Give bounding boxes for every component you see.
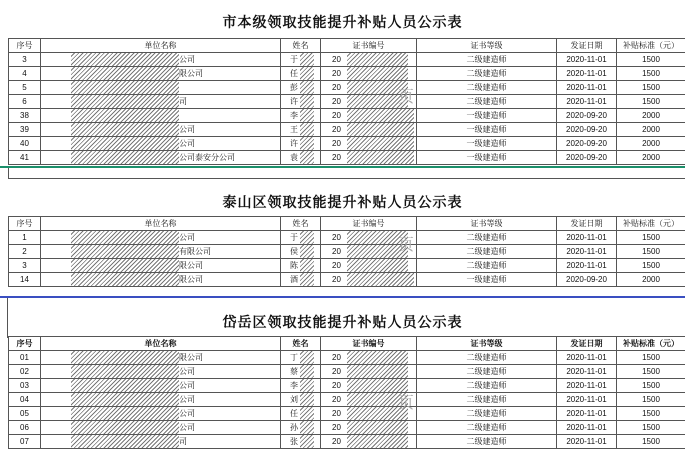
cell-amount: 1500 bbox=[617, 407, 685, 421]
unit-text: 公司 bbox=[179, 123, 195, 136]
cell-amount: 1500 bbox=[617, 95, 685, 109]
cell-unit bbox=[41, 95, 281, 109]
cell-unit bbox=[41, 379, 281, 393]
cert-text: 20 bbox=[331, 245, 342, 258]
cell-amount: 1500 bbox=[617, 231, 685, 245]
cell-name bbox=[281, 435, 321, 449]
cert-text: 20 bbox=[331, 95, 342, 108]
cell-name bbox=[281, 151, 321, 165]
cell-name bbox=[281, 81, 321, 95]
unit-text: 限公司 bbox=[179, 273, 203, 286]
section-3-table bbox=[8, 336, 685, 449]
col-header-no: 序号 bbox=[9, 217, 41, 231]
name-text: 酒 bbox=[290, 273, 298, 286]
cell-name bbox=[281, 109, 321, 123]
cell-amount: 1500 bbox=[617, 365, 685, 379]
cell-level: 二级建造师 bbox=[417, 365, 557, 379]
cell-no: 5 bbox=[9, 81, 41, 95]
cell-unit bbox=[41, 259, 281, 273]
unit-text: 司 bbox=[179, 95, 187, 108]
section-1-body bbox=[9, 53, 685, 165]
watermark-page-1: 页 bbox=[398, 84, 414, 107]
cert-text: 20 bbox=[331, 393, 342, 406]
cell-date: 2020-11-01 bbox=[557, 259, 617, 273]
cell-level: 二级建造师 bbox=[417, 407, 557, 421]
section-3-body bbox=[9, 351, 685, 449]
cell-unit bbox=[41, 151, 281, 165]
table-row bbox=[9, 259, 685, 273]
redaction-mask bbox=[300, 351, 314, 364]
redaction-mask bbox=[300, 231, 314, 244]
cell-cert bbox=[321, 365, 417, 379]
cell-name bbox=[281, 379, 321, 393]
cell-date: 2020-11-01 bbox=[557, 231, 617, 245]
table-row bbox=[9, 109, 685, 123]
cell-cert bbox=[321, 123, 417, 137]
redaction-mask bbox=[300, 259, 314, 272]
redaction-mask bbox=[300, 365, 314, 378]
redaction-mask bbox=[71, 273, 179, 286]
section-3-title: 岱岳区领取技能提升补贴人员公示表 bbox=[0, 312, 685, 332]
cell-date: 2020-09-20 bbox=[557, 273, 617, 287]
table-row bbox=[9, 53, 685, 67]
table-row bbox=[9, 231, 685, 245]
table-row bbox=[9, 273, 685, 287]
unit-text: 公司 bbox=[179, 407, 195, 420]
redaction-mask bbox=[300, 81, 314, 94]
cell-amount: 1500 bbox=[617, 351, 685, 365]
cell-name bbox=[281, 365, 321, 379]
watermark-page-3: 页 bbox=[398, 390, 414, 413]
cell-name bbox=[281, 259, 321, 273]
col-header-unit: 单位名称 bbox=[41, 39, 281, 53]
redaction-mask bbox=[71, 53, 179, 66]
cell-date: 2020-11-01 bbox=[557, 53, 617, 67]
cell-name bbox=[281, 273, 321, 287]
col-header-level: 证书等级 bbox=[417, 337, 557, 351]
cell-date: 2020-11-01 bbox=[557, 421, 617, 435]
cell-name bbox=[281, 123, 321, 137]
unit-text: 公司 bbox=[179, 137, 195, 150]
name-text: 丁 bbox=[290, 351, 298, 364]
cell-name bbox=[281, 421, 321, 435]
cell-amount: 1500 bbox=[617, 53, 685, 67]
cell-no: 3 bbox=[9, 53, 41, 67]
unit-text: 公司 bbox=[179, 421, 195, 434]
cell-name bbox=[281, 407, 321, 421]
cell-unit bbox=[41, 393, 281, 407]
name-text: 任 bbox=[290, 407, 298, 420]
unit-text: 公司 bbox=[179, 53, 195, 66]
cell-amount: 1500 bbox=[617, 379, 685, 393]
cell-level: 二级建造师 bbox=[417, 231, 557, 245]
cell-level: 一级建造师 bbox=[417, 109, 557, 123]
cell-level: 一级建造师 bbox=[417, 151, 557, 165]
redaction-mask bbox=[71, 365, 179, 378]
cell-amount: 1500 bbox=[617, 435, 685, 449]
cell-date: 2020-11-01 bbox=[557, 81, 617, 95]
cell-no: 07 bbox=[9, 435, 41, 449]
unit-text: 限公司 bbox=[179, 259, 203, 272]
cell-date: 2020-11-01 bbox=[557, 407, 617, 421]
cell-amount: 2000 bbox=[617, 273, 685, 287]
col-header-date: 发证日期 bbox=[557, 39, 617, 53]
cell-unit bbox=[41, 273, 281, 287]
col-header-date: 发证日期 bbox=[557, 337, 617, 351]
unit-text: 限公司 bbox=[179, 67, 203, 80]
section-2-table bbox=[8, 216, 685, 287]
redaction-mask bbox=[347, 53, 408, 66]
redaction-mask bbox=[347, 435, 408, 448]
cert-text: 20 bbox=[331, 259, 342, 272]
unit-text: 限公司 bbox=[179, 351, 203, 364]
cell-date: 2020-11-01 bbox=[557, 379, 617, 393]
name-text: 于 bbox=[290, 231, 298, 244]
cell-cert bbox=[321, 151, 417, 165]
section-1-title: 市本级领取技能提升补贴人员公示表 bbox=[0, 12, 685, 32]
unit-text: 公司 bbox=[179, 393, 195, 406]
redaction-mask bbox=[347, 351, 408, 364]
cell-cert bbox=[321, 273, 417, 287]
cell-no: 4 bbox=[9, 67, 41, 81]
cell-cert bbox=[321, 53, 417, 67]
col-header-no: 序号 bbox=[9, 337, 41, 351]
cell-level: 一级建造师 bbox=[417, 137, 557, 151]
cell-level: 二级建造师 bbox=[417, 245, 557, 259]
cell-amount: 1500 bbox=[617, 81, 685, 95]
table-row bbox=[9, 123, 685, 137]
name-text: 陈 bbox=[290, 259, 298, 272]
cell-no: 39 bbox=[9, 123, 41, 137]
cell-unit bbox=[41, 81, 281, 95]
section-2-body bbox=[9, 231, 685, 287]
redaction-mask bbox=[71, 245, 179, 258]
cell-date: 2020-09-20 bbox=[557, 151, 617, 165]
cell-cert bbox=[321, 351, 417, 365]
col-header-cert: 证书编号 bbox=[321, 337, 417, 351]
cell-unit bbox=[41, 365, 281, 379]
cell-unit bbox=[41, 109, 281, 123]
unit-text: 公司 bbox=[179, 365, 195, 378]
cert-text: 20 bbox=[331, 123, 342, 136]
name-text: 任 bbox=[290, 67, 298, 80]
cell-cert bbox=[321, 259, 417, 273]
cell-date: 2020-11-01 bbox=[557, 67, 617, 81]
name-text: 孙 bbox=[290, 421, 298, 434]
cell-unit bbox=[41, 245, 281, 259]
name-text: 刘 bbox=[290, 393, 298, 406]
section-gap bbox=[8, 168, 685, 179]
name-text: 蔡 bbox=[290, 365, 298, 378]
name-text: 彭 bbox=[290, 81, 298, 94]
cell-date: 2020-09-20 bbox=[557, 109, 617, 123]
table-header-row bbox=[9, 39, 685, 53]
col-header-name: 姓名 bbox=[281, 337, 321, 351]
redaction-mask bbox=[347, 365, 408, 378]
redaction-mask bbox=[347, 421, 408, 434]
table-row bbox=[9, 245, 685, 259]
cell-date: 2020-11-01 bbox=[557, 435, 617, 449]
redaction-mask bbox=[71, 109, 179, 122]
cell-no: 6 bbox=[9, 95, 41, 109]
redaction-mask bbox=[300, 151, 314, 164]
cell-level: 一级建造师 bbox=[417, 273, 557, 287]
cell-date: 2020-11-01 bbox=[557, 245, 617, 259]
cell-no: 02 bbox=[9, 365, 41, 379]
cell-unit bbox=[41, 53, 281, 67]
cell-name bbox=[281, 137, 321, 151]
redaction-mask bbox=[71, 67, 179, 80]
cert-text: 20 bbox=[331, 137, 342, 150]
cell-level: 二级建造师 bbox=[417, 53, 557, 67]
unit-text: 公司 bbox=[179, 231, 195, 244]
redaction-mask bbox=[300, 379, 314, 392]
redaction-mask bbox=[71, 95, 179, 108]
section-divider bbox=[0, 296, 685, 298]
cell-name bbox=[281, 351, 321, 365]
cell-no: 41 bbox=[9, 151, 41, 165]
col-header-level: 证书等级 bbox=[417, 217, 557, 231]
col-header-name: 姓名 bbox=[281, 39, 321, 53]
cell-amount: 1500 bbox=[617, 67, 685, 81]
col-header-unit: 单位名称 bbox=[41, 217, 281, 231]
col-header-date: 发证日期 bbox=[557, 217, 617, 231]
cell-date: 2020-11-01 bbox=[557, 351, 617, 365]
cell-unit bbox=[41, 351, 281, 365]
cell-unit bbox=[41, 67, 281, 81]
name-text: 许 bbox=[290, 95, 298, 108]
table-header-row bbox=[9, 217, 685, 231]
cell-cert bbox=[321, 109, 417, 123]
cell-amount: 1500 bbox=[617, 393, 685, 407]
cell-date: 2020-09-20 bbox=[557, 123, 617, 137]
cert-text: 20 bbox=[331, 365, 342, 378]
table-row bbox=[9, 95, 685, 109]
redaction-mask bbox=[347, 137, 414, 150]
cell-no: 05 bbox=[9, 407, 41, 421]
unit-text: 公司泰安分公司 bbox=[179, 151, 235, 164]
cert-text: 20 bbox=[331, 351, 342, 364]
redaction-mask bbox=[71, 421, 179, 434]
cell-unit bbox=[41, 421, 281, 435]
col-header-no: 序号 bbox=[9, 39, 41, 53]
cert-text: 20 bbox=[331, 407, 342, 420]
cert-text: 20 bbox=[331, 421, 342, 434]
cert-text: 20 bbox=[331, 435, 342, 448]
cell-no: 06 bbox=[9, 421, 41, 435]
redaction-mask bbox=[71, 393, 179, 406]
cell-level: 二级建造师 bbox=[417, 435, 557, 449]
cell-no: 01 bbox=[9, 351, 41, 365]
cell-amount: 2000 bbox=[617, 123, 685, 137]
table-row bbox=[9, 393, 685, 407]
cert-text: 20 bbox=[331, 109, 342, 122]
cell-amount: 2000 bbox=[617, 151, 685, 165]
table-row bbox=[9, 81, 685, 95]
redaction-mask bbox=[300, 109, 314, 122]
cell-amount: 1500 bbox=[617, 259, 685, 273]
redaction-mask bbox=[347, 151, 414, 164]
cell-amount: 2000 bbox=[617, 137, 685, 151]
cell-unit bbox=[41, 407, 281, 421]
cell-name bbox=[281, 67, 321, 81]
table-row bbox=[9, 379, 685, 393]
redaction-mask bbox=[71, 379, 179, 392]
redaction-mask bbox=[300, 435, 314, 448]
redaction-mask bbox=[71, 151, 179, 164]
cell-no: 14 bbox=[9, 273, 41, 287]
cell-name bbox=[281, 393, 321, 407]
cell-cert bbox=[321, 137, 417, 151]
section-1-table bbox=[8, 38, 685, 165]
col-header-amount: 补贴标准（元） bbox=[617, 39, 685, 53]
table-row bbox=[9, 407, 685, 421]
cell-amount: 1500 bbox=[617, 421, 685, 435]
redaction-mask bbox=[300, 53, 314, 66]
cell-name bbox=[281, 231, 321, 245]
cell-cert bbox=[321, 435, 417, 449]
cell-level: 二级建造师 bbox=[417, 95, 557, 109]
cert-text: 20 bbox=[331, 231, 342, 244]
redaction-mask bbox=[300, 67, 314, 80]
redaction-mask bbox=[71, 123, 179, 136]
cell-amount: 2000 bbox=[617, 109, 685, 123]
cell-level: 一级建造师 bbox=[417, 123, 557, 137]
name-text: 李 bbox=[290, 109, 298, 122]
cert-text: 20 bbox=[331, 379, 342, 392]
cell-unit bbox=[41, 137, 281, 151]
cell-level: 二级建造师 bbox=[417, 393, 557, 407]
table-row bbox=[9, 137, 685, 151]
redaction-mask bbox=[347, 109, 414, 122]
name-text: 袁 bbox=[290, 151, 298, 164]
cell-name bbox=[281, 53, 321, 67]
cell-level: 二级建造师 bbox=[417, 259, 557, 273]
name-text: 侯 bbox=[290, 245, 298, 258]
cell-level: 二级建造师 bbox=[417, 67, 557, 81]
redaction-mask bbox=[300, 123, 314, 136]
name-text: 于 bbox=[290, 53, 298, 66]
cell-amount: 1500 bbox=[617, 245, 685, 259]
name-text: 张 bbox=[290, 435, 298, 448]
redaction-mask bbox=[71, 407, 179, 420]
col-header-amount: 补贴标准（元） bbox=[617, 217, 685, 231]
cell-date: 2020-09-20 bbox=[557, 137, 617, 151]
cell-no: 04 bbox=[9, 393, 41, 407]
cell-no: 38 bbox=[9, 109, 41, 123]
table-row bbox=[9, 151, 685, 165]
cell-name bbox=[281, 95, 321, 109]
cert-text: 20 bbox=[331, 67, 342, 80]
cell-level: 二级建造师 bbox=[417, 351, 557, 365]
section-2-title: 泰山区领取技能提升补贴人员公示表 bbox=[0, 192, 685, 212]
redaction-mask bbox=[300, 245, 314, 258]
table-row bbox=[9, 67, 685, 81]
cell-no: 40 bbox=[9, 137, 41, 151]
cell-unit bbox=[41, 435, 281, 449]
unit-text: 有限公司 bbox=[179, 245, 211, 258]
redaction-mask bbox=[347, 259, 408, 272]
redaction-mask bbox=[71, 259, 179, 272]
unit-text: 司 bbox=[179, 435, 187, 448]
redaction-mask bbox=[347, 123, 414, 136]
table-row bbox=[9, 351, 685, 365]
cell-date: 2020-11-01 bbox=[557, 365, 617, 379]
redaction-mask bbox=[347, 67, 408, 80]
col-header-amount: 补贴标准（元） bbox=[617, 337, 685, 351]
cell-no: 3 bbox=[9, 259, 41, 273]
cell-name bbox=[281, 245, 321, 259]
col-header-unit: 单位名称 bbox=[41, 337, 281, 351]
cell-level: 二级建造师 bbox=[417, 81, 557, 95]
cert-text: 20 bbox=[331, 273, 342, 286]
cert-text: 20 bbox=[331, 81, 342, 94]
redaction-mask bbox=[71, 435, 179, 448]
table-header-row bbox=[9, 337, 685, 351]
col-header-level: 证书等级 bbox=[417, 39, 557, 53]
col-header-name: 姓名 bbox=[281, 217, 321, 231]
col-header-cert: 证书编号 bbox=[321, 217, 417, 231]
name-text: 王 bbox=[290, 123, 298, 136]
cell-no: 03 bbox=[9, 379, 41, 393]
redaction-mask bbox=[71, 351, 179, 364]
cell-level: 二级建造师 bbox=[417, 379, 557, 393]
name-text: 许 bbox=[290, 137, 298, 150]
cell-no: 2 bbox=[9, 245, 41, 259]
cell-unit bbox=[41, 231, 281, 245]
name-text: 李 bbox=[290, 379, 298, 392]
cell-date: 2020-11-01 bbox=[557, 393, 617, 407]
cell-level: 二级建造师 bbox=[417, 421, 557, 435]
redaction-mask bbox=[300, 393, 314, 406]
cell-cert bbox=[321, 67, 417, 81]
redaction-mask bbox=[71, 137, 179, 150]
table-row bbox=[9, 421, 685, 435]
cell-cert bbox=[321, 421, 417, 435]
col-header-cert: 证书编号 bbox=[321, 39, 417, 53]
redaction-mask bbox=[300, 95, 314, 108]
watermark-page-2: 页 bbox=[398, 232, 414, 255]
table-row bbox=[9, 365, 685, 379]
unit-text: 公司 bbox=[179, 379, 195, 392]
redaction-mask bbox=[347, 273, 414, 286]
redaction-mask bbox=[300, 273, 314, 286]
cert-text: 20 bbox=[331, 53, 342, 66]
redaction-mask bbox=[300, 137, 314, 150]
redaction-mask bbox=[300, 407, 314, 420]
table-row bbox=[9, 435, 685, 449]
cell-date: 2020-11-01 bbox=[557, 95, 617, 109]
redaction-mask bbox=[300, 421, 314, 434]
cert-text: 20 bbox=[331, 151, 342, 164]
cell-no: 1 bbox=[9, 231, 41, 245]
redaction-mask bbox=[71, 231, 179, 244]
redaction-mask bbox=[71, 81, 179, 94]
cell-unit bbox=[41, 123, 281, 137]
